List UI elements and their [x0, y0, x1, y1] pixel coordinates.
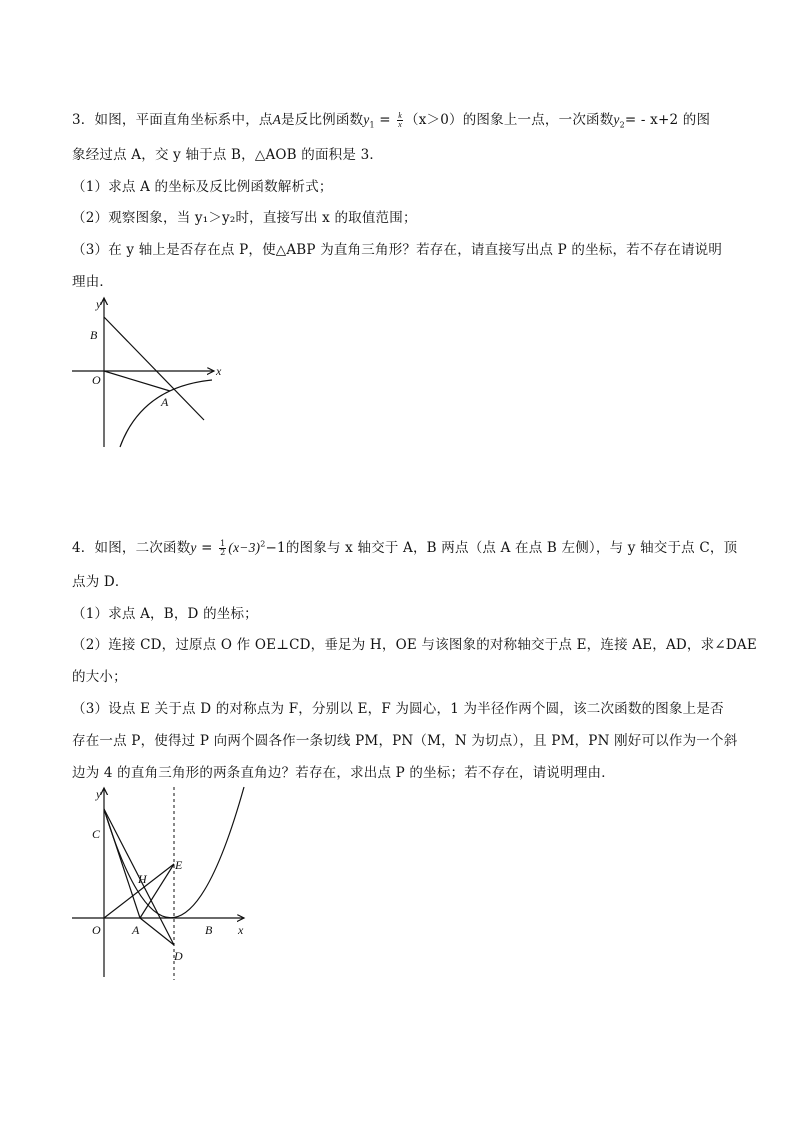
label-x: x — [238, 923, 244, 937]
p4-line1: 4．如图，二次函数y = $\frac{1}{2}$ $(x-3)^2-1$的图象与 x 轴交于 A，B 两点（点 A 在点 B 左侧），与 y 轴交于点 C，顶 — [72, 539, 738, 557]
label-A: A — [132, 923, 140, 937]
p3-line2: 象经过点 A，交 y 轴于点 B，△AOB 的面积是 3． — [72, 147, 384, 163]
label-O: O — [92, 923, 101, 937]
label-y: y — [96, 787, 102, 801]
p3-question3: （3）在 y 轴上是否存在点 P，使△ABP 为直角三角形？若存在，请直接写出点 P 的坐标，若不存在请说明 — [72, 242, 723, 258]
label-O: O — [92, 373, 101, 387]
label-C: C — [92, 827, 101, 841]
label-B: B — [205, 923, 213, 937]
segment-CA — [104, 809, 140, 918]
p4-question1: （1）求点 A，B，D 的坐标； — [72, 606, 258, 622]
p4-figure — [62, 782, 262, 982]
p3-question2: （2）观察图象，当 y₁＞y₂时，直接写出 x 的取值范围； — [72, 210, 417, 226]
p3-question3-cont: 理由． — [72, 274, 114, 290]
segment-AD — [140, 918, 174, 945]
line-y2 — [104, 317, 204, 420]
label-y: y — [96, 297, 102, 311]
label-A: A — [161, 395, 169, 409]
p3-question1: （1）求点 A 的坐标及反比例函数解析式； — [72, 179, 333, 195]
label-H: H — [138, 872, 147, 886]
p4-line2: 点为 D． — [72, 574, 129, 590]
p3-line1: 3．如图，平面直角坐标系中，点A是反比例函数$y_1$ = $\frac{k}{x}$ （x＞0）的图象上一点，一次函数$y_2= - x+2$ 的图 — [72, 111, 711, 130]
p4-question2-cont: 的大小； — [72, 669, 127, 685]
p4-question3-cont2: 边为 4 的直角三角形的两条直角边？若存在，求出点 P 的坐标；若不存在，请说明理由． — [72, 765, 615, 781]
label-D: D — [174, 949, 183, 963]
p4-question2: （2）连接 CD，过原点 O 作 OE⊥CD，垂足为 H，OE 与该图象的对称轴交于点 E，连接 AE，AD，求∠DAE — [72, 637, 757, 653]
label-x: x — [216, 364, 222, 378]
fraction-k-over-x: $\frac{k}{x}$ — [398, 111, 403, 129]
p3-figure — [62, 292, 232, 452]
label-E: E — [175, 858, 183, 872]
fraction-one-half: $\frac{1}{2}$ — [220, 539, 226, 557]
p4-question3: （3）设点 E 关于点 D 的对称点为 F，分别以 E，F 为圆心，1 为半径作两个圆，该二次函数的图象上是否 — [72, 701, 724, 717]
p4-question3-cont1: 存在一点 P，使得过 P 向两个圆各作一条切线 PM，PN（M，N 为切点），且 PM，PN 刚好可以作为一个斜 — [72, 733, 738, 749]
label-B: B — [90, 328, 98, 342]
